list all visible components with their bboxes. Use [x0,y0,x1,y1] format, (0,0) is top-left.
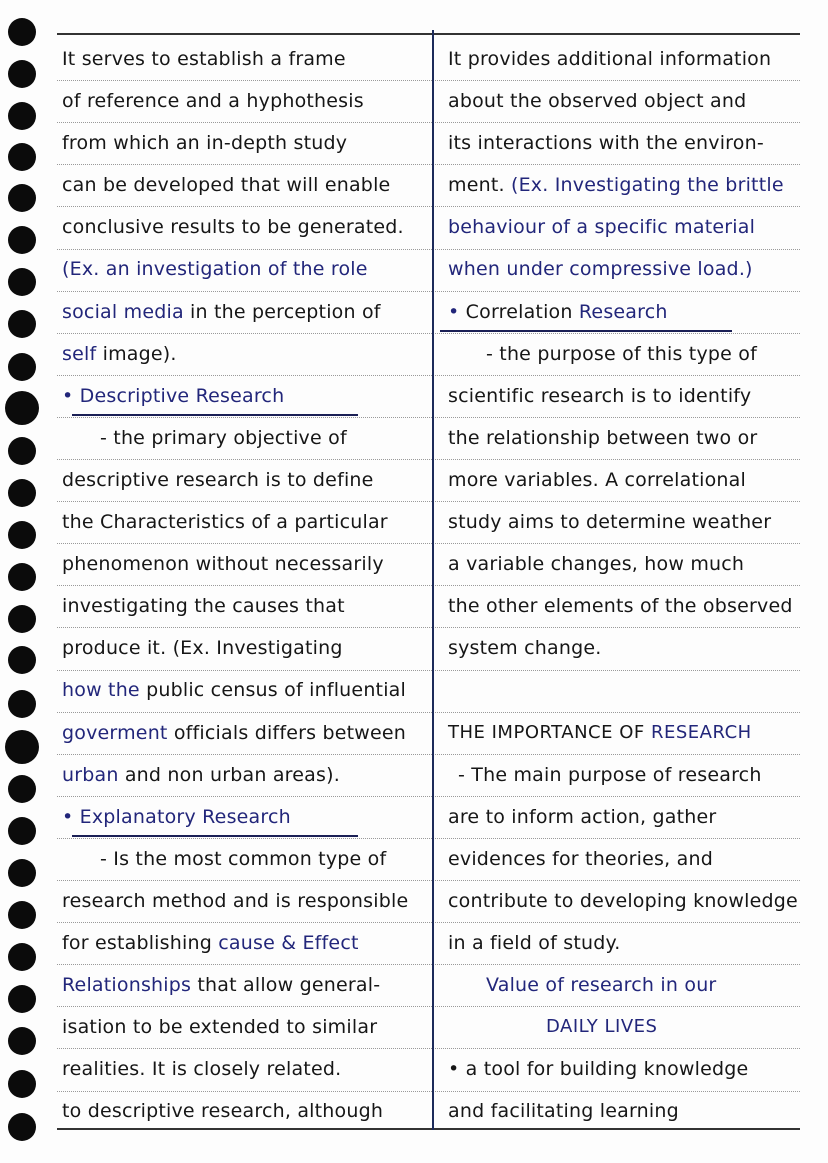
blue-ink-text: • Descriptive Research [62,384,285,407]
blue-ink-text: • Explanatory Research [62,805,291,828]
text-line [448,122,820,164]
black-ink-text: scientific research is to identify [448,384,752,407]
black-ink-text: from which an in-depth study [62,132,348,155]
punch-hole-icon [5,730,39,764]
black-ink-text: ment. [448,174,511,197]
text-line [62,164,428,206]
text-line [62,206,428,248]
black-ink-text: phenomenon without necessarily [62,553,384,576]
black-ink-text: produce it. (Ex. Investigating [62,637,343,660]
punch-hole-icon [8,563,36,591]
black-ink-text: investigating the causes that [62,595,345,618]
text-line [448,248,820,290]
text-line [62,38,428,80]
punch-hole-icon [8,143,36,171]
black-ink-text: more variables. A correlational [448,468,746,491]
top-rule-line [57,33,800,35]
text-line [448,459,820,501]
text-line [448,375,820,417]
punch-hole-icon [8,102,36,130]
text-line [448,80,820,122]
black-ink-text: of reference and a hyphothesis [62,90,364,113]
text-line [448,38,820,80]
blue-ink-text: (Ex. Investigating the brittle [510,174,784,197]
punch-hole-icon [8,521,36,549]
punch-hole-icon [8,184,36,212]
text-line [448,333,820,375]
black-ink-text: system change. [448,637,602,660]
black-ink-text: It provides additional information [448,48,772,70]
text-line [62,248,428,290]
punch-hole-icon [8,268,36,296]
text-line [62,964,428,1006]
blue-ink-text: Relationships [62,974,198,997]
black-ink-text: in the perception of [190,300,381,323]
text-line [62,122,428,164]
text-line [448,669,820,711]
punch-hole-icon [8,18,36,46]
text-line [62,585,428,627]
blue-ink-text: (Ex. an investigation of the role [62,258,368,281]
text-line [62,922,428,964]
text-line [62,1048,428,1090]
section-heading [62,375,428,417]
punch-hole-icon [8,859,36,887]
text-line [448,1090,820,1132]
blue-ink-text: behaviour of a specific material [448,216,756,239]
blue-ink-text: Research [578,300,668,323]
black-ink-text: THE IMPORTANCE OF [448,721,651,743]
text-line [448,501,820,543]
black-ink-text: to descriptive research, although [62,1100,384,1123]
text-line [448,627,820,669]
blue-ink-text: Value of research in our [486,974,717,997]
heading-underline [440,330,732,332]
blue-ink-text: urban [62,763,125,786]
right-column [448,38,820,1132]
punch-hole-icon [8,646,36,674]
blue-ink-text: DAILY LIVES [546,1016,658,1038]
blue-ink-text: RESEARCH [650,721,752,743]
text-line [62,1090,428,1132]
punch-hole-icon [8,985,36,1013]
text-line [448,417,820,459]
black-ink-text: - Is the most common type of [100,847,387,870]
text-line [62,1006,428,1048]
blue-ink-text: • [448,300,466,323]
black-ink-text: public census of influential [146,679,407,702]
black-ink-text: that allow general- [197,974,381,997]
black-ink-text: its interactions with the environ- [448,132,764,155]
punch-hole-icon [8,1027,36,1055]
black-ink-text: can be developed that will enable [62,174,391,197]
punch-hole-icon [8,479,36,507]
text-line [62,333,428,375]
black-ink-text: isation to be extended to similar [62,1016,378,1039]
blue-ink-text: cause & Effect [218,931,359,954]
black-ink-text: realities. It is closely related. [62,1058,342,1081]
text-line [62,417,428,459]
text-line [62,880,428,922]
black-ink-text: - The main purpose of research [458,763,762,786]
black-ink-text: for establishing [62,931,219,954]
text-line [62,838,428,880]
punch-hole-icon [8,353,36,381]
text-line [62,291,428,333]
black-ink-text: - the purpose of this type of [486,342,758,365]
text-line [62,459,428,501]
blue-ink-text: self [62,342,103,365]
black-ink-text: the other elements of the observed [448,595,793,618]
text-line [448,796,820,838]
punch-hole-icon [8,943,36,971]
punch-hole-icon [8,901,36,929]
blue-ink-text: goverment [62,721,174,744]
black-ink-text: are to inform action, gather [448,805,717,828]
text-line [448,585,820,627]
black-ink-text: • a tool for building knowledge [448,1058,749,1081]
black-ink-text: - the primary objective of [100,426,347,449]
punch-hole-icon [8,1070,36,1098]
text-line [448,164,820,206]
section-heading [448,291,820,333]
black-ink-text: evidences for theories, and [448,847,713,870]
text-line [448,712,820,754]
heading-underline [72,835,358,837]
text-line [448,880,820,922]
text-line [62,80,428,122]
black-ink-text: the Characteristics of a particular [62,511,388,534]
black-ink-text: contribute to developing knowledge [448,889,798,912]
column-divider [432,30,434,1130]
black-ink-text: officials differs between [173,721,407,744]
black-ink-text: image). [102,342,177,365]
punch-hole-icon [8,817,36,845]
heading-underline [72,414,358,416]
text-line [62,543,428,585]
left-column [62,38,428,1132]
punch-hole-icon [8,226,36,254]
text-line [62,669,428,711]
text-line [448,754,820,796]
black-ink-text: Correlation [465,300,579,323]
blue-ink-text: how the [62,679,147,702]
text-line [448,1048,820,1090]
section-heading [62,796,428,838]
black-ink-text: descriptive research is to define [62,468,374,491]
text-line [62,501,428,543]
text-line [62,712,428,754]
text-line [448,922,820,964]
punch-hole-icon [8,60,36,88]
text-line [448,543,820,585]
punch-hole-icon [8,437,36,465]
black-ink-text: research method and is responsible [62,889,409,912]
black-ink-text: and facilitating learning [448,1100,679,1123]
text-line [448,964,820,1006]
blue-ink-text: when under compressive load.) [448,258,753,281]
black-ink-text: in a field of study. [448,931,621,954]
black-ink-text: and non urban areas). [124,763,340,786]
black-ink-text: a variable changes, how much [448,553,745,576]
punch-hole-icon [8,605,36,633]
text-line [448,1006,820,1048]
text-line [448,206,820,248]
black-ink-text: It serves to establish a frame [62,48,346,70]
punch-hole-icon [8,1113,36,1141]
punch-hole-icon [8,690,36,718]
text-line [448,838,820,880]
blue-ink-text: social media [62,300,191,323]
text-line [62,627,428,669]
black-ink-text: conclusive results to be generated. [62,216,404,239]
text-line [62,754,428,796]
punch-hole-icon [8,310,36,338]
black-ink-text: study aims to determine weather [448,511,772,534]
punch-hole-icon [8,775,36,803]
punch-hole-icon [5,391,39,425]
black-ink-text: about the observed object and [448,90,747,113]
black-ink-text: the relationship between two or [448,426,758,449]
